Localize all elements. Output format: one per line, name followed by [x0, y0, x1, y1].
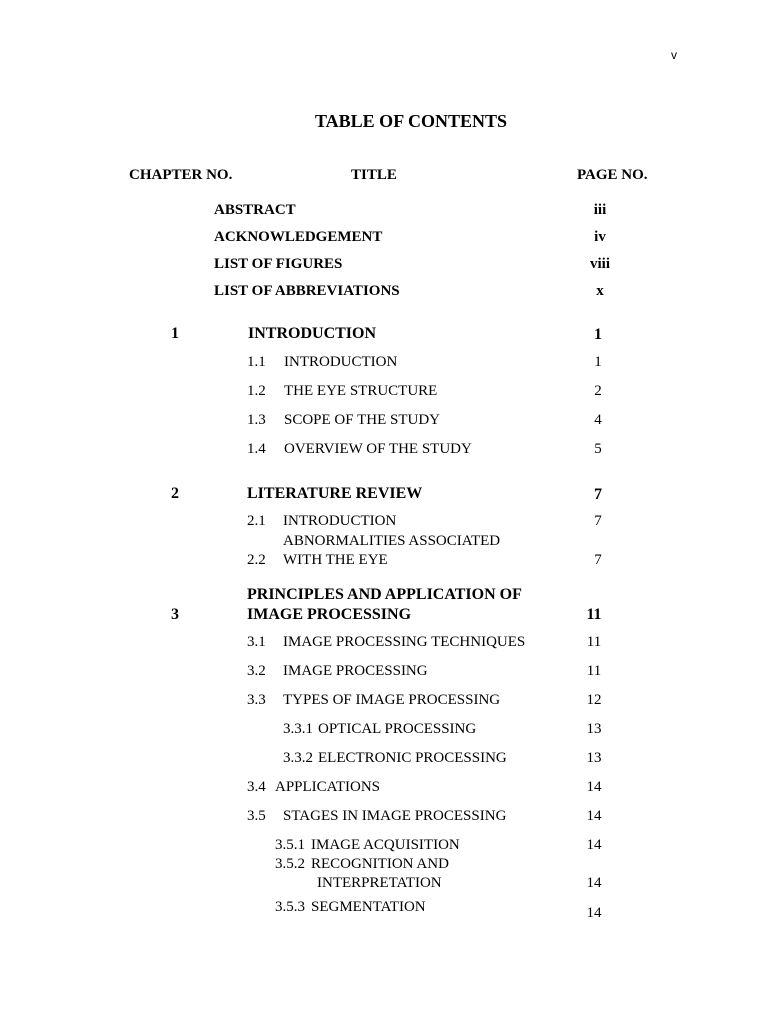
front-matter-acknowledgement: ACKNOWLEDGEMENT	[214, 229, 383, 245]
section-3-5-2-title-line2: INTERPRETATION	[317, 875, 442, 891]
chapter-1-page: 1	[594, 326, 602, 343]
section-3-1-page: 11	[586, 634, 602, 650]
section-3-5-page: 14	[586, 808, 602, 824]
section-1-4-page: 5	[594, 441, 602, 457]
section-3-3-page: 12	[586, 692, 602, 708]
chapter-2-page: 7	[594, 486, 602, 503]
chapter-3-page: 11	[586, 606, 602, 623]
section-3-4-title: APPLICATIONS	[275, 779, 381, 795]
section-3-5-2-number: 3.5.2	[275, 856, 305, 872]
front-matter-list-of-figures-page: viii	[589, 256, 610, 272]
section-2-1-number: 2.1	[247, 513, 266, 529]
page-title: TABLE OF CONTENTS	[315, 111, 508, 131]
section-1-2-number: 1.2	[247, 383, 266, 399]
section-3-5-number: 3.5	[247, 808, 266, 824]
section-1-1-page: 1	[594, 354, 602, 370]
section-1-4-number: 1.4	[247, 441, 266, 457]
section-1-4-title: OVERVIEW OF THE STUDY	[284, 441, 472, 457]
section-3-3-1-title: OPTICAL PROCESSING	[318, 721, 477, 737]
section-3-3-2-number: 3.3.2	[283, 750, 313, 766]
section-2-1-title: INTRODUCTION	[283, 513, 397, 529]
front-matter-abstract-page: iii	[593, 202, 607, 218]
section-3-5-1-title: IMAGE ACQUISITION	[311, 837, 460, 853]
section-3-3-2-title: ELECTRONIC PROCESSING	[318, 750, 507, 766]
section-1-2-page: 2	[594, 383, 602, 399]
page-number: v	[671, 48, 677, 62]
section-3-2-title: IMAGE PROCESSING	[283, 663, 428, 679]
section-3-1-number: 3.1	[247, 634, 266, 650]
section-3-5-2-title-line1: RECOGNITION AND	[311, 856, 449, 872]
chapter-3-title-line2: IMAGE PROCESSING	[247, 606, 412, 623]
front-matter-list-of-abbreviations: LIST OF ABBREVIATIONS	[214, 283, 400, 299]
chapter-1-number: 1	[171, 325, 179, 342]
section-3-5-3-title: SEGMENTATION	[311, 899, 426, 915]
header-chapter-no: CHAPTER NO.	[129, 167, 233, 183]
section-1-3-title: SCOPE OF THE STUDY	[284, 412, 440, 428]
section-1-1-number: 1.1	[247, 354, 266, 370]
section-1-3-number: 1.3	[247, 412, 266, 428]
header-page-no: PAGE NO.	[577, 167, 648, 183]
front-matter-list-of-figures: LIST OF FIGURES	[214, 256, 343, 272]
section-2-2-number: 2.2	[247, 552, 266, 568]
section-3-3-1-page: 13	[586, 721, 602, 737]
chapter-2-title: LITERATURE REVIEW	[247, 485, 423, 502]
front-matter-list-of-abbreviations-page: x	[596, 283, 604, 299]
section-3-5-1-number: 3.5.1	[275, 837, 305, 853]
header-title: TITLE	[351, 167, 397, 183]
section-3-5-1-page: 14	[586, 837, 602, 853]
chapter-3-title-line1: PRINCIPLES AND APPLICATION OF	[247, 586, 522, 603]
section-1-3-page: 4	[594, 412, 602, 428]
section-3-5-3-number: 3.5.3	[275, 899, 305, 915]
section-3-2-number: 3.2	[247, 663, 266, 679]
section-3-3-2-page: 13	[586, 750, 602, 766]
section-3-3-title: TYPES OF IMAGE PROCESSING	[283, 692, 501, 708]
section-2-2-page: 7	[594, 552, 602, 568]
section-3-4-number: 3.4	[247, 779, 266, 795]
section-3-3-1-number: 3.3.1	[283, 721, 313, 737]
section-3-5-3-page: 14	[586, 905, 602, 921]
section-3-4-page: 14	[586, 779, 602, 795]
section-3-2-page: 11	[586, 663, 602, 679]
chapter-3-number: 3	[171, 606, 179, 623]
front-matter-acknowledgement-page: iv	[594, 229, 606, 245]
section-1-2-title: THE EYE STRUCTURE	[284, 383, 438, 399]
section-2-1-page: 7	[594, 513, 602, 529]
front-matter-abstract: ABSTRACT	[214, 202, 296, 218]
section-3-5-2-page: 14	[586, 875, 602, 891]
section-2-2-title-line1: ABNORMALITIES ASSOCIATED	[283, 533, 501, 549]
section-3-3-number: 3.3	[247, 692, 266, 708]
chapter-2-number: 2	[171, 485, 179, 502]
section-3-1-title: IMAGE PROCESSING TECHNIQUES	[283, 634, 526, 650]
section-3-5-title: STAGES IN IMAGE PROCESSING	[283, 808, 507, 824]
section-1-1-title: INTRODUCTION	[284, 354, 398, 370]
section-2-2-title-line2: WITH THE EYE	[283, 552, 388, 568]
chapter-1-title: INTRODUCTION	[248, 325, 377, 342]
